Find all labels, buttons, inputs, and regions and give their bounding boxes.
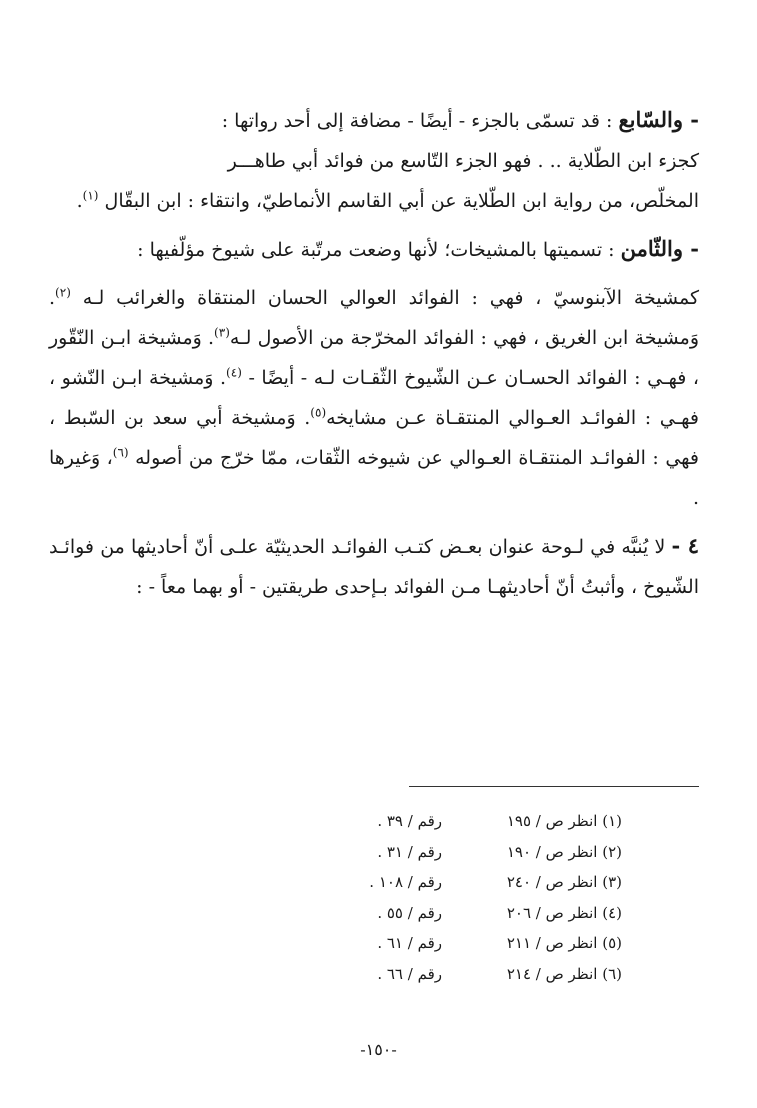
footnote-item: [302, 867, 622, 898]
paragraph-text: : تسميتها بالمشيخات؛ لأنها وضعت مرتّبة على شيوخ مؤلّفيها :: [137, 239, 615, 261]
paragraph-line: كجزء ابن الطّلاية .. . فهو الجزء التّاسع من فوائد أبي طاهـــر: [227, 150, 699, 172]
page-number: -١٥٠-: [360, 1040, 397, 1059]
footnote-source: (٢) انظر ص / ١٩٠: [506, 842, 622, 861]
paragraph-text: . وَمشيخة ابن الغريق ، فهي : الفوائد المخرّجة من الأصول لـه: [49, 287, 699, 349]
paragraph-mashyakhat: [49, 278, 699, 518]
footnote-item: [302, 837, 622, 868]
footnote-item: [302, 806, 622, 837]
paragraph-text: : قد تسمّى بالجزء - أيضًا - مضافة إلى أحد رواتها :: [221, 110, 613, 132]
footnote-ref: (٢): [55, 285, 71, 300]
paragraph-eighth: [49, 229, 699, 270]
footnote-ref: (١): [82, 188, 99, 203]
main-text: [49, 100, 699, 607]
footnote-source: (١) انظر ص / ١٩٥: [506, 812, 622, 831]
paragraph-seventh: [49, 100, 699, 141]
paragraph-text: . وَمشيخة ابـن النّشو ، فهـي : الفوائـد العـوالي المنتقـاة عـن مشايخه: [49, 367, 699, 429]
paragraph-text: ، وَغيرها .: [49, 447, 699, 509]
paragraph-example-taliya: [49, 141, 699, 221]
footnote-item: [302, 928, 622, 959]
footnotes: [302, 806, 622, 989]
footnote-item: [302, 959, 622, 990]
footnote-source: (٤) انظر ص / ٢٠٦: [506, 903, 622, 922]
footnote-ref: (٥): [310, 405, 327, 420]
section-lead-seventh: - والسّابع: [618, 107, 699, 132]
section-lead-eighth: - والثّامن: [620, 236, 699, 261]
footnote-number: رقم / ٦١ .: [377, 934, 442, 953]
paragraph-text: .: [76, 190, 83, 212]
footnote-source: (٦) انظر ص / ٢١٤: [506, 964, 622, 983]
footnote-number: رقم / ٣٩ .: [377, 812, 442, 831]
paragraph-text: لا يُنبَّه في لـوحة عنوان بعـض كتـب الفوائـد الحديثيّة علـى أنّ أحاديثها من فوائـد الشّيوخ ، وأثبتُ أنّ أحاديثهـا مـن الفوائد بـإحدى طريقتين - أو بهما معاً - :: [49, 536, 699, 598]
paragraph-text: . وَمشيخة أبي سعد بن السّبط ، فهي : الفوائـد المنتقـاة العـوالي عن شيوخه الثّقات، ممّا خرّج من أصوله: [49, 407, 699, 469]
point-number: ٤ -: [671, 533, 700, 558]
footnote-ref: (٤): [226, 365, 242, 380]
footnote-number: رقم / ٥٥ .: [377, 903, 442, 922]
footnote-source: (٥) انظر ص / ٢١١: [506, 934, 622, 953]
footnote-number: رقم / ١٠٨ .: [369, 873, 442, 892]
footnote-item: [302, 898, 622, 929]
footnote-ref: (٦): [112, 445, 129, 460]
footnote-ref: (٣): [214, 325, 230, 340]
footnote-divider: [409, 786, 699, 787]
paragraph-point-four: [49, 526, 699, 607]
footnote-number: رقم / ٦٦ .: [377, 964, 442, 983]
footnote-source: (٣) انظر ص / ٢٤٠: [506, 873, 622, 892]
paragraph-text: . وَمشيخة ابـن النّقّور ، فهـي : الفوائد الحسـان عـن الشّيوخ الثّقـات لـه - أيضًا -: [49, 327, 700, 389]
footnote-number: رقم / ٣١ .: [377, 842, 442, 861]
paragraph-text: كمشيخة الآبنوسيّ ، فهي : الفوائد العوالي الحسان المنتقاة والغرائب لـه: [82, 287, 699, 309]
paragraph-line: المخلّص، من رواية ابن الطّلاية عن أبي القاسم الأنماطيّ، وانتقاء : ابن البقّال: [104, 190, 699, 212]
